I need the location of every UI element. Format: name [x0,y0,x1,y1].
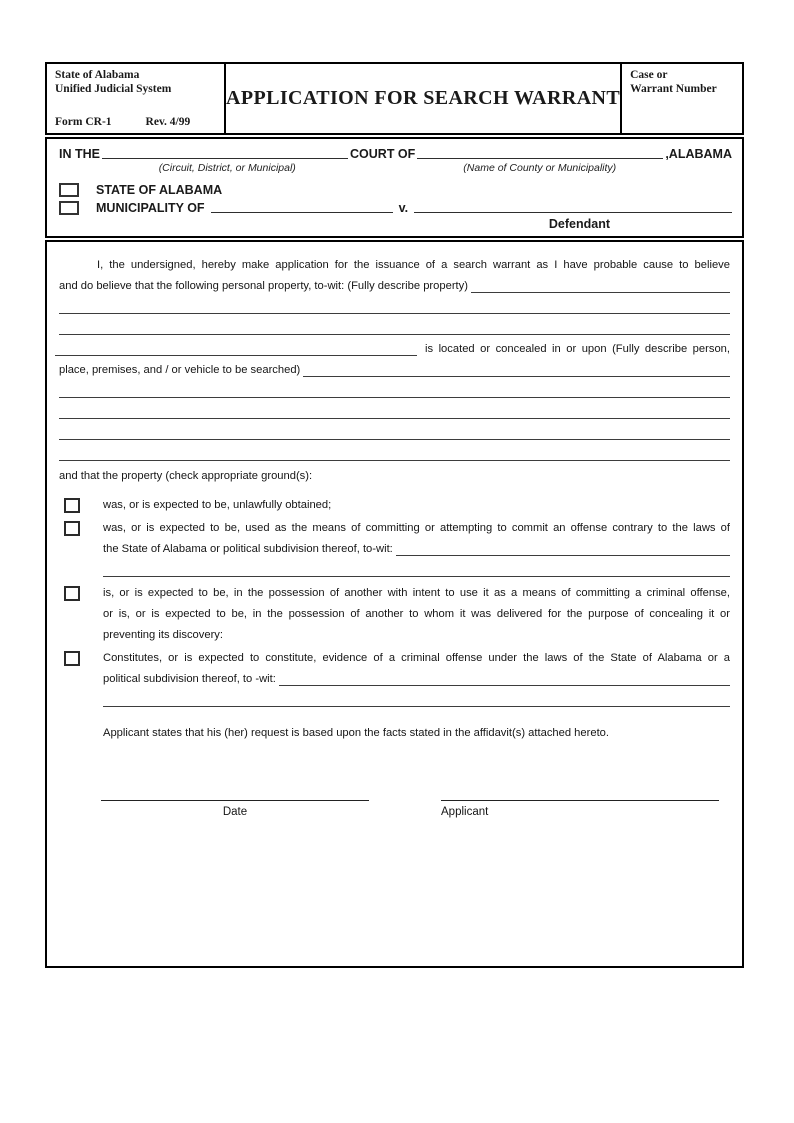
applicant-signature-block [441,787,719,823]
blank-municipality-name[interactable] [211,201,393,213]
court-line [59,147,732,161]
municipality-party-row [59,201,732,215]
blank-court-name[interactable] [102,158,348,159]
opening-line-2: and do believe that the following personal property, to-wit: (Fully describe property) [59,280,468,292]
blank-place-description-2[interactable] [59,381,730,402]
ground-2 [59,518,730,581]
court-type-hint: (Circuit, District, or Municipal) [158,162,296,174]
ground-4 [59,648,730,711]
checkbox-municipality[interactable] [59,201,79,215]
checkbox-ground-evidence-of-offense[interactable] [64,651,80,666]
checkbox-ground-means-of-offense[interactable] [64,521,80,536]
blank-applicant-signature-line[interactable] [441,787,719,801]
blank-date-signature-line[interactable] [101,787,369,801]
ground-2-line-2: the State of Alabama or political subdivision thereof, to-wit: [103,543,393,555]
ground-3-line-1: is, or is expected to be, in the possession of another with intent to use it as a means of committing a criminal offense, [103,587,730,599]
form-number-row [55,116,216,130]
applicant-statement: Applicant states that his (her) request is based upon the facts stated in the affidavit(s) attached hereto. [103,727,610,739]
ground-2-line-1: was, or is expected to be, used as the means of committing or attempting to commit an offense contrary to the laws of [103,522,730,534]
form-title: APPLICATION FOR SEARCH WARRANT [226,87,621,109]
ground-3-line-2: or is, or is expected to be, in the possession of another to whom it was delivered for the purpose of concealing it or [103,608,730,620]
court-hints-row [59,162,732,174]
opening-line-1: I, the undersigned, hereby make application for the issuance of a search warrant as I have probable cause to believe [97,259,730,271]
blank-property-description-4[interactable] [55,339,417,356]
alabama-label: ,ALABAMA [665,147,732,161]
blank-place-description-4[interactable] [59,423,730,444]
municipality-label: MUNICIPALITY OF [96,201,205,215]
court-of-label: COURT OF [350,147,416,161]
ground-1-text: was, or is expected to be, unlawfully obtained; [103,499,332,511]
blank-place-description-5[interactable] [59,444,730,465]
grounds-intro: and that the property (check appropriate ground(s): [59,470,313,482]
caption-box [45,137,744,238]
blank-ground-4-towit-1[interactable] [279,669,730,686]
blank-ground-4-towit-2[interactable] [103,690,730,711]
blank-property-description-1[interactable] [471,276,730,293]
state-party-row [59,183,732,197]
case-number-cell [620,64,742,133]
case-number-label-line2: Warrant Number [630,82,717,95]
ground-4-line-1: Constitutes, or is expected to constitute, evidence of a criminal offense under the laws of the State of Alabama or a [103,652,730,664]
date-label: Date [222,806,248,818]
blank-ground-2-towit-1[interactable] [396,539,730,556]
form-revision: Rev. 4/99 [145,115,191,128]
ground-1 [59,495,730,516]
versus-label: v. [398,201,409,215]
case-number-label-line1: Case or [630,69,668,81]
blank-defendant-name[interactable] [414,201,732,213]
application-body [45,240,744,968]
form-number: Form CR-1 [55,115,112,128]
search-warrant-form [45,62,744,968]
header-agency-cell [47,64,226,133]
ground-3 [59,583,730,646]
place-clause-row [59,360,730,381]
blank-county-name[interactable] [417,158,663,159]
place-clause: place, premises, and / or vehicle to be searched) [59,364,301,376]
located-clause: is located or concealed in or upon (Fully describe person, [425,343,730,355]
agency-line2: Unified Judicial System [55,82,172,95]
located-clause-row [59,339,730,360]
signature-row [59,787,730,823]
blank-ground-2-towit-2[interactable] [103,560,730,581]
ground-3-line-3: preventing its discovery: [103,629,224,641]
agency-line1: State of Alabama [55,69,140,81]
blank-place-description-3[interactable] [59,402,730,423]
defendant-label: Defendant [548,217,610,231]
date-signature-block [101,787,369,823]
checkbox-ground-possession-of-another[interactable] [64,586,80,601]
applicant-label: Applicant [441,806,489,818]
county-hint: (Name of County or Municipality) [463,162,617,174]
blank-property-description-2[interactable] [59,297,730,318]
blank-place-description-1[interactable] [303,360,730,377]
form-header [45,62,744,135]
opening-line-2-row [59,276,730,297]
state-party-label: STATE OF ALABAMA [96,183,223,197]
checkbox-ground-unlawfully-obtained[interactable] [64,498,80,513]
in-the-label: IN THE [59,147,100,161]
checkbox-state-of-alabama[interactable] [59,183,79,197]
blank-property-description-3[interactable] [59,318,730,339]
ground-4-line-2: political subdivision thereof, to -wit: [103,673,276,685]
